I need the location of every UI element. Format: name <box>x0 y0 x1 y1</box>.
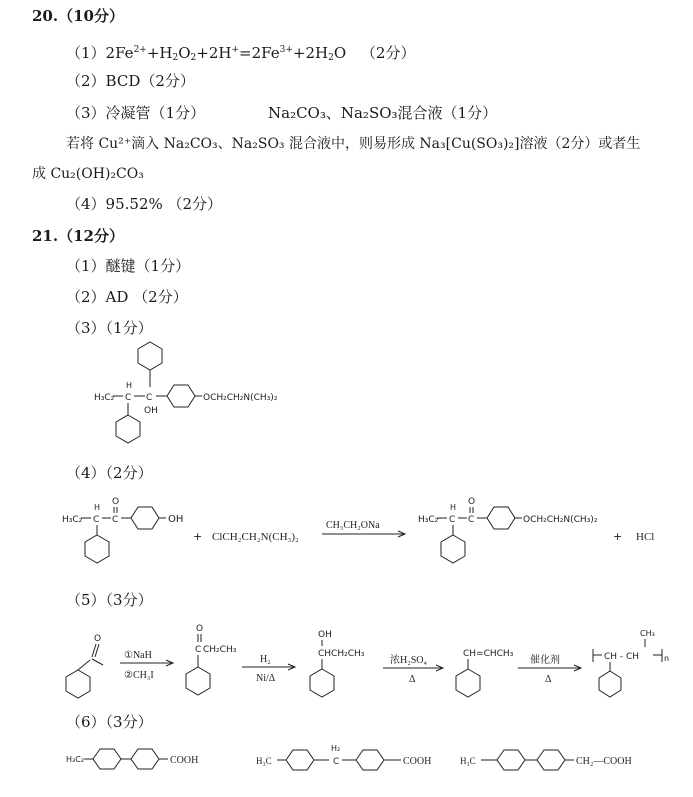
s5-cond3-top: 浓H₂SO₄ <box>390 655 427 666</box>
q21-part6: （6）（3分） <box>66 713 153 731</box>
s6a-ring-1 <box>93 749 121 769</box>
q20-part1-label: （1） <box>66 44 106 62</box>
s5-cond1-top: ①NaH <box>124 650 152 661</box>
q20-note-line1: 若将 Cu²⁺滴入 Na₂CO₃、Na₂SO₃ 混合液中，则易形成 Na₃[Cu(SO₃)₂]溶液（2分）或者生 <box>66 136 641 152</box>
r4-phenol-oh: OH <box>168 514 184 525</box>
r4-c1: C <box>93 515 100 525</box>
s5-chain-4: CH=CHCH₃ <box>463 649 514 659</box>
q21-header: 21.（12分） <box>32 227 124 245</box>
s6b-ring-1 <box>286 750 314 770</box>
s5-chain-3: CHCH₂CH₃ <box>318 649 365 659</box>
carbon-2: C <box>146 393 153 403</box>
p4-o: O <box>468 497 476 507</box>
q20-part1-points: （2分） <box>360 44 416 62</box>
amine-chain-label: OCH₂CH₂N(CH₃)₂ <box>203 393 278 403</box>
q21-part5-route <box>0 615 693 705</box>
s5-subscript-n: n <box>664 654 670 663</box>
s5-ethyl-2: CH₂CH₃ <box>203 645 237 655</box>
s5-ch3: CH₃ <box>640 629 655 638</box>
r4-ethyl: H₃C₂ <box>62 515 83 525</box>
r4-plus-2: + <box>613 530 623 543</box>
s5-o: O <box>94 634 102 644</box>
s5-c-2: C <box>195 645 202 655</box>
ethyl-label: H₃C₂ <box>94 393 115 403</box>
q21-part3: （3）（1分） <box>66 319 153 337</box>
hydroxyl-label: OH <box>144 406 158 416</box>
s5-ring-5 <box>599 671 621 697</box>
s6c-ring-2 <box>537 750 565 770</box>
benzene-ring-bottom <box>116 415 140 443</box>
s5-cond4-top: 催化剂 <box>530 655 560 666</box>
s5-ring-3 <box>310 669 334 697</box>
s5-o-2: O <box>196 624 204 634</box>
r4-h: H <box>94 503 101 512</box>
s5-bond-1 <box>78 660 90 670</box>
p4-ethyl: H₃C₂ <box>418 515 439 525</box>
q21-part5: （5）（3分） <box>66 591 153 609</box>
q21-part1: （1）醚键（1分） <box>66 257 191 275</box>
s6b-h2: H₂ <box>331 744 341 753</box>
q20-part3-left: （3）冷凝管（1分） <box>66 104 206 122</box>
r4-o: O <box>112 497 120 507</box>
s5-ring-2 <box>186 667 210 695</box>
s5-cond3-bottom: Δ <box>409 674 416 685</box>
s6c-right: CH₂—COOH <box>576 756 632 767</box>
q21-part2: （2）AD （2分） <box>66 288 188 306</box>
s6b-ring-2 <box>356 750 384 770</box>
s5-poly-unit: CH - CH <box>604 652 640 662</box>
s6b-left: H₃C <box>256 756 272 766</box>
p4-chain: OCH₂CH₂N(CH₃)₂ <box>523 515 598 525</box>
r4-c2: C <box>112 515 119 525</box>
s6b-right: COOH <box>403 756 432 767</box>
s6a-ring-2 <box>131 749 159 769</box>
q20-part4: （4）95.52% （2分） <box>66 195 223 213</box>
s5-cond1-bottom: ②CH₃I <box>124 670 154 681</box>
r4-reagent: ClCH₂CH₂N(CH₃)₂ <box>212 531 299 543</box>
q21-part3-structure <box>0 335 693 455</box>
q20-part1 <box>66 40 415 68</box>
h-label: H <box>126 381 133 390</box>
r4-phenol-ring <box>131 507 159 529</box>
q20-part2: （2）BCD（2分） <box>66 72 195 90</box>
r4-plus-1: + <box>193 530 203 543</box>
q21-part4-reaction <box>0 490 693 575</box>
r4-phenyl-ring <box>85 535 109 563</box>
s5-methyl-bond <box>92 659 103 665</box>
s5-cond2-top: H₂ <box>260 654 271 665</box>
s6c-ring-1 <box>497 750 525 770</box>
q21-part4: （4）（2分） <box>66 464 153 482</box>
s6c-left: H₃C <box>460 756 476 766</box>
p4-h: H <box>450 503 457 512</box>
q21-part6-structures <box>0 740 693 785</box>
s5-ring-4 <box>456 669 480 697</box>
s5-cond2-bottom: Ni/Δ <box>256 673 276 684</box>
r4-condition: CH₃CH₂ONa <box>326 520 380 531</box>
s6a-right: COOH <box>170 755 199 766</box>
s5-cond4-bottom: Δ <box>545 674 552 685</box>
s5-ring-1 <box>66 670 90 698</box>
benzene-ring-para <box>167 385 195 407</box>
s6b-c: C <box>333 757 340 767</box>
q20-note-line2: 成 Cu₂(OH)₂CO₃ <box>32 166 144 182</box>
q20-part3-right: Na₂CO₃、Na₂SO₃混合液（1分） <box>268 104 498 122</box>
benzene-ring-top <box>138 342 162 370</box>
s6a-left: H₃C₂ <box>66 755 85 764</box>
r4-hcl: HCl <box>636 531 655 543</box>
p4-c2: C <box>468 515 475 525</box>
s5-oh: OH <box>318 630 332 640</box>
p4-ring <box>487 507 515 529</box>
p4-phenyl-ring <box>441 535 465 563</box>
q20-header: 20.（10分） <box>32 7 124 25</box>
q20-part1-equation: $2Fe^{2+}+H2O2+2H^+=2Fe^{3+}+2H2O$ <box>105 44 347 63</box>
p4-c1: C <box>449 515 456 525</box>
carbon-1: C <box>125 393 132 403</box>
